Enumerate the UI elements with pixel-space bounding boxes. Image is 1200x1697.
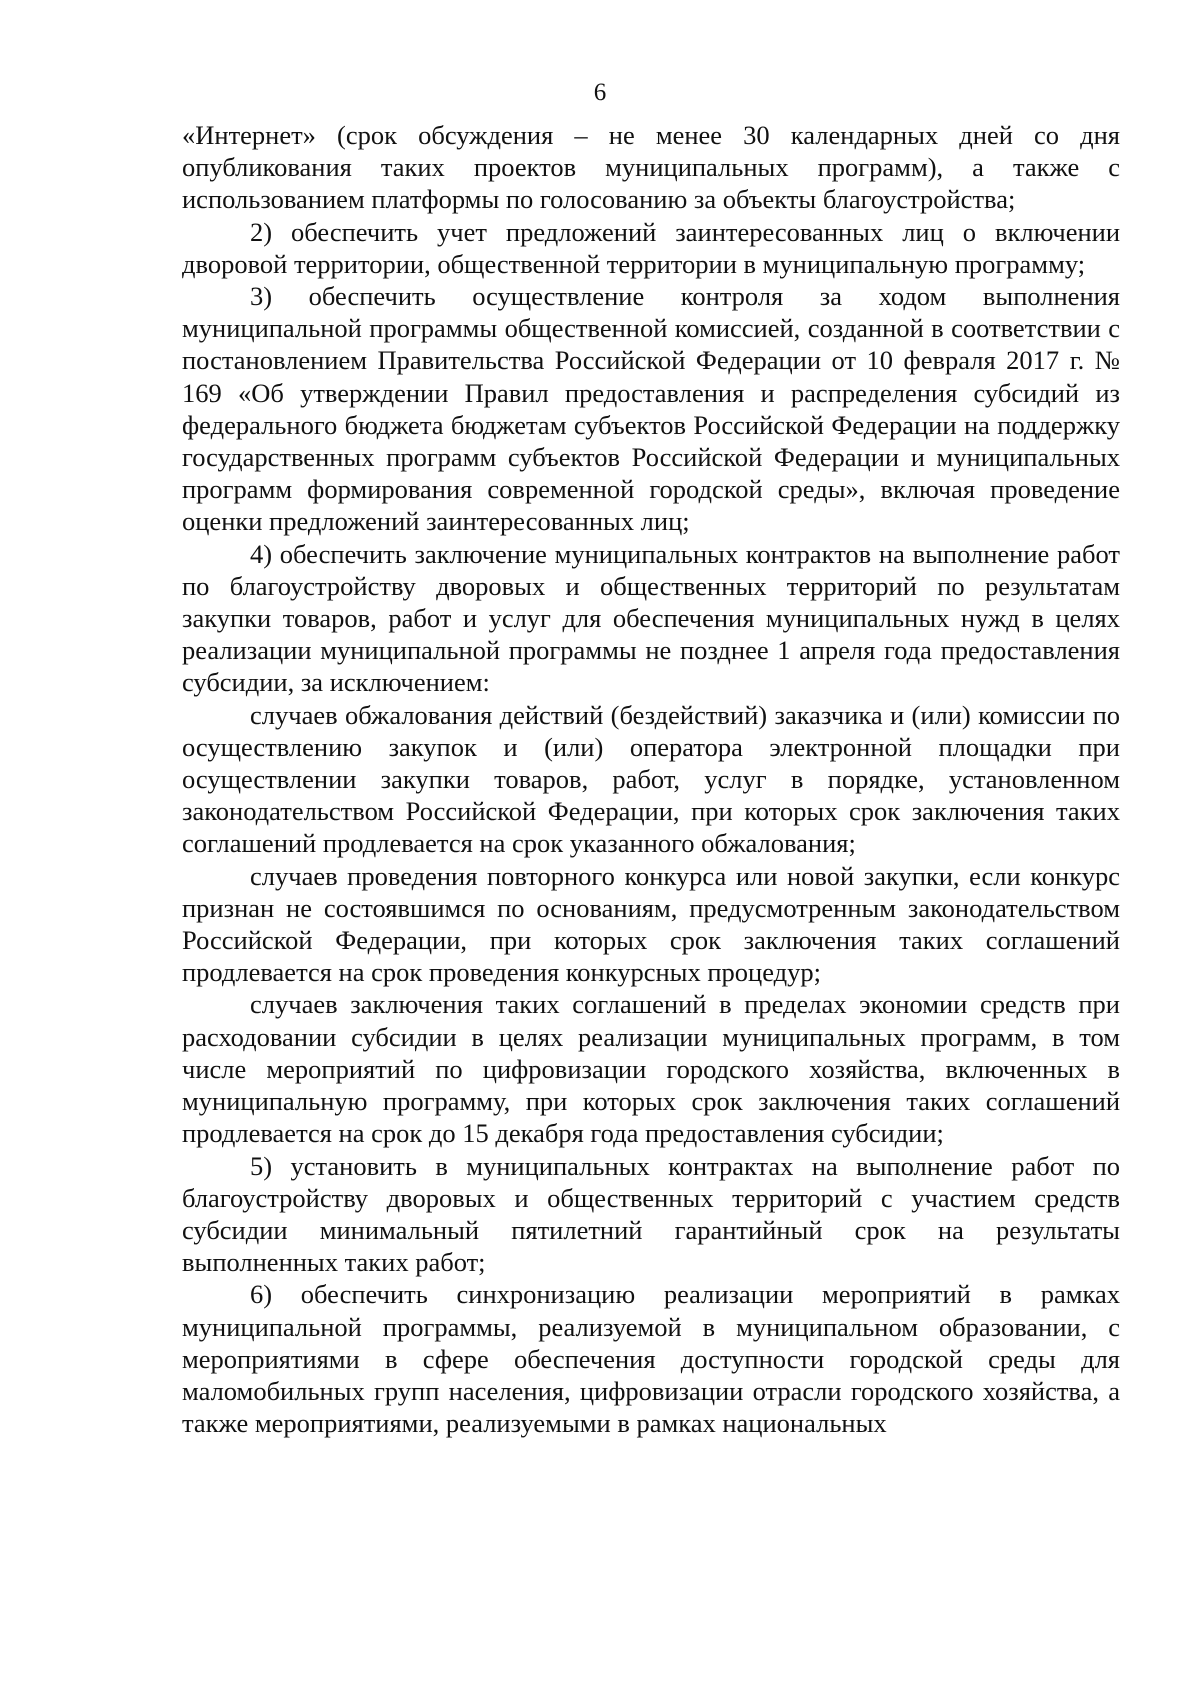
document-body	[182, 119, 1120, 1439]
paragraph-exception-2: случаев проведения повторного конкурса или новой закупки, если конкурс признан не состоявшимся по основаниям, предусмотренным законодательством Российской Федерации, при которых срок заключения таких соглашений продлевается на срок проведения конкурсных процедур;	[182, 860, 1120, 988]
paragraph-exception-3: случаев заключения таких соглашений в пределах экономии средств при расходовании субсидии в целях реализации муниципальных программ, в том числе мероприятий по цифровизации городского хозяйства, включенных в муниципальную программу, при которых срок заключения таких соглашений продлевается на срок до 15 декабря года предоставления субсидии;	[182, 989, 1120, 1149]
paragraph-item-5: 5) установить в муниципальных контрактах на выполнение работ по благоустройству дворовых и общественных территорий с участием средств субсидии минимальный пятилетний гарантийный срок на результаты выполненных таких работ;	[182, 1150, 1120, 1278]
paragraph-continuation: «Интернет» (срок обсуждения – не менее 30 календарных дней со дня опубликования таких проектов муниципальных программ), а также с использованием платформы по голосованию за объекты благоустройства;	[182, 120, 1120, 215]
page-number: 6	[593, 79, 607, 106]
paragraph-item-2: 2) обеспечить учет предложений заинтересованных лиц о включении дворовой территории, общественной территории в муниципальную программу;	[182, 216, 1120, 279]
paragraph-item-6: 6) обеспечить синхронизацию реализации мероприятий в рамках муниципальной программы, реализуемой в муниципальном образовании, с мероприятиями в сфере обеспечения доступности городской среды для маломобильных групп населения, цифровизации отрасли городского хозяйства, а также мероприятиями, реализуемыми в рамках национальных	[182, 1279, 1120, 1439]
paragraph-item-4: 4) обеспечить заключение муниципальных контрактов на выполнение работ по благоустройству дворовых и общественных территорий по результатам закупки товаров, работ и услуг для обеспечения муниципальных нужд в целях реализации муниципальной программы не позднее 1 апреля года предоставления субсидии, за исключением:	[182, 538, 1120, 698]
paragraph-item-3: 3) обеспечить осуществление контроля за ходом выполнения муниципальной программы общественной комиссией, созданной в соответствии с постановлением Правительства Российской Федерации от 10 февраля 2017 г. № 169 «Об утверждении Правил предоставления и распределения субсидий из федерального бюджета бюджетам субъектов Российской Федерации на поддержку государственных программ субъектов Российской Федерации и муниципальных программ формирования современной городской среды», включая проведение оценки предложений заинтересованных лиц;	[182, 281, 1120, 537]
paragraph-exception-1: случаев обжалования действий (бездействий) заказчика и (или) комиссии по осуществлению закупок и (или) оператора электронной площадки при осуществлении закупки товаров, работ, услуг в порядке, установленном законодательством Российской Федерации, при которых срок заключения таких соглашений продлевается на срок указанного обжалования;	[182, 699, 1120, 859]
